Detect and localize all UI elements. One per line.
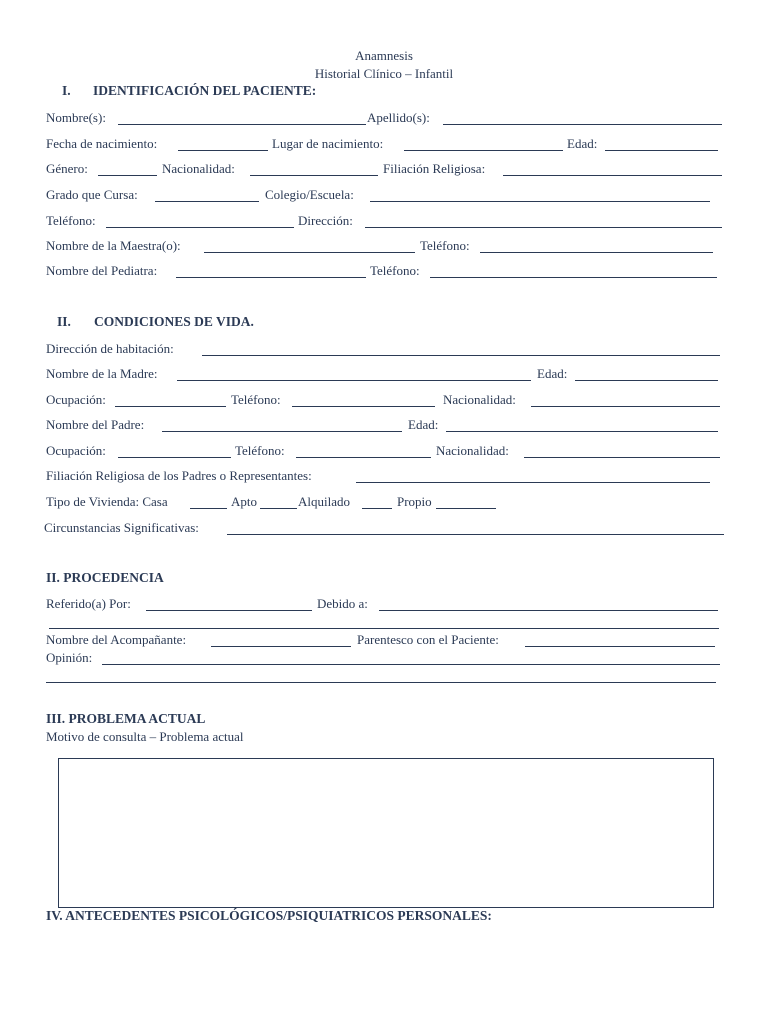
field-direccion[interactable]	[365, 227, 722, 228]
field-apto[interactable]	[260, 508, 297, 509]
label-circunstancias: Circunstancias Significativas:	[44, 520, 199, 535]
section-1-number: I.	[62, 83, 71, 98]
field-debido[interactable]	[379, 610, 718, 611]
field-edad-madre[interactable]	[575, 380, 718, 381]
label-maestra: Nombre de la Maestra(o):	[46, 238, 181, 253]
field-acompanante[interactable]	[211, 646, 351, 647]
field-lugar-nacimiento[interactable]	[404, 150, 563, 151]
label-apto: Apto	[231, 494, 257, 509]
label-telefono: Teléfono:	[46, 213, 96, 228]
section-4-title: III. PROBLEMA ACTUAL	[46, 711, 206, 726]
field-referido[interactable]	[146, 610, 312, 611]
field-ocupacion-padre[interactable]	[118, 457, 231, 458]
label-edad-madre: Edad:	[537, 366, 568, 381]
field-parentesco[interactable]	[525, 646, 715, 647]
field-grado[interactable]	[155, 201, 259, 202]
label-pediatra: Nombre del Pediatra:	[46, 263, 158, 278]
label-nacionalidad-madre: Nacionalidad:	[443, 392, 516, 407]
label-debido: Debido a:	[317, 596, 368, 611]
field-telefono-maestra[interactable]	[480, 252, 713, 253]
field-nombres[interactable]	[118, 124, 366, 125]
field-nacionalidad[interactable]	[250, 175, 378, 176]
label-genero: Género:	[46, 161, 88, 176]
label-apellidos: Apellido(s):	[367, 110, 430, 125]
field-edad[interactable]	[605, 150, 718, 151]
label-ocupacion-padre: Ocupación:	[46, 443, 106, 458]
field-opinion[interactable]	[102, 664, 720, 665]
field-pediatra[interactable]	[176, 277, 366, 278]
field-telefono[interactable]	[106, 227, 294, 228]
label-ocupacion-madre: Ocupación:	[46, 392, 106, 407]
label-tipo-vivienda: Tipo de Vivienda: Casa	[46, 494, 168, 509]
field-debido-continuation[interactable]	[49, 628, 719, 629]
section-2-title: CONDICIONES DE VIDA.	[94, 314, 254, 329]
field-apellidos[interactable]	[443, 124, 722, 125]
label-fecha-nacimiento: Fecha de nacimiento:	[46, 136, 158, 151]
label-acompanante: Nombre del Acompañante:	[46, 632, 187, 647]
label-nacionalidad-padre: Nacionalidad:	[436, 443, 509, 458]
label-parentesco: Parentesco con el Paciente:	[357, 632, 499, 647]
label-edad: Edad:	[567, 136, 598, 151]
section-2-number: II.	[57, 314, 71, 329]
field-filiacion-padres[interactable]	[356, 482, 710, 483]
field-filiacion-religiosa[interactable]	[503, 175, 722, 176]
label-alquilado: Alquilado	[298, 494, 350, 509]
section-4-subtitle: Motivo de consulta – Problema actual	[46, 729, 244, 744]
field-nacionalidad-padre[interactable]	[524, 457, 720, 458]
field-alquilado[interactable]	[362, 508, 392, 509]
label-colegio: Colegio/Escuela:	[265, 187, 354, 202]
doc-title: Anamnesis	[355, 48, 413, 63]
label-telefono-pediatra: Teléfono:	[370, 263, 420, 278]
label-referido: Referido(a) Por:	[46, 596, 131, 611]
field-telefono-madre[interactable]	[292, 406, 435, 407]
label-filiacion-padres: Filiación Religiosa de los Padres o Representantes:	[46, 468, 312, 483]
field-nombre-padre[interactable]	[162, 431, 402, 432]
field-direccion-habitacion[interactable]	[202, 355, 720, 356]
field-propio[interactable]	[436, 508, 496, 509]
field-opinion-continuation[interactable]	[46, 682, 716, 683]
label-telefono-padre: Teléfono:	[235, 443, 285, 458]
field-ocupacion-madre[interactable]	[115, 406, 226, 407]
label-nombre-madre: Nombre de la Madre:	[46, 366, 158, 381]
label-grado: Grado que Cursa:	[46, 187, 138, 202]
label-nombre-padre: Nombre del Padre:	[46, 417, 145, 432]
label-opinion: Opinión:	[46, 650, 93, 665]
field-fecha-nacimiento[interactable]	[178, 150, 268, 151]
field-telefono-pediatra[interactable]	[430, 277, 717, 278]
label-lugar-nacimiento: Lugar de nacimiento:	[272, 136, 384, 151]
section-1-title: IDENTIFICACIÓN DEL PACIENTE:	[93, 83, 317, 98]
field-nombre-madre[interactable]	[177, 380, 531, 381]
label-nacionalidad: Nacionalidad:	[162, 161, 235, 176]
label-edad-padre: Edad:	[408, 417, 439, 432]
field-edad-padre[interactable]	[446, 431, 718, 432]
label-direccion-habitacion: Dirección de habitación:	[46, 341, 174, 356]
label-telefono-madre: Teléfono:	[231, 392, 281, 407]
problema-actual-textbox[interactable]	[58, 758, 714, 908]
field-maestra[interactable]	[204, 252, 415, 253]
section-5-title: IV. ANTECEDENTES PSICOLÓGICOS/PSIQUIATRICOS PERSONALES:	[46, 908, 492, 923]
field-colegio[interactable]	[370, 201, 710, 202]
label-telefono-maestra: Teléfono:	[420, 238, 470, 253]
doc-subtitle: Historial Clínico – Infantil	[314, 66, 454, 81]
label-filiacion-religiosa: Filiación Religiosa:	[383, 161, 486, 176]
label-direccion: Dirección:	[298, 213, 353, 228]
field-casa[interactable]	[190, 508, 227, 509]
field-genero[interactable]	[98, 175, 157, 176]
field-circunstancias[interactable]	[227, 534, 724, 535]
field-telefono-padre[interactable]	[296, 457, 431, 458]
section-3-title: II. PROCEDENCIA	[46, 570, 164, 585]
label-propio: Propio	[397, 494, 432, 509]
label-nombres: Nombre(s):	[46, 110, 106, 125]
field-nacionalidad-madre[interactable]	[531, 406, 720, 407]
